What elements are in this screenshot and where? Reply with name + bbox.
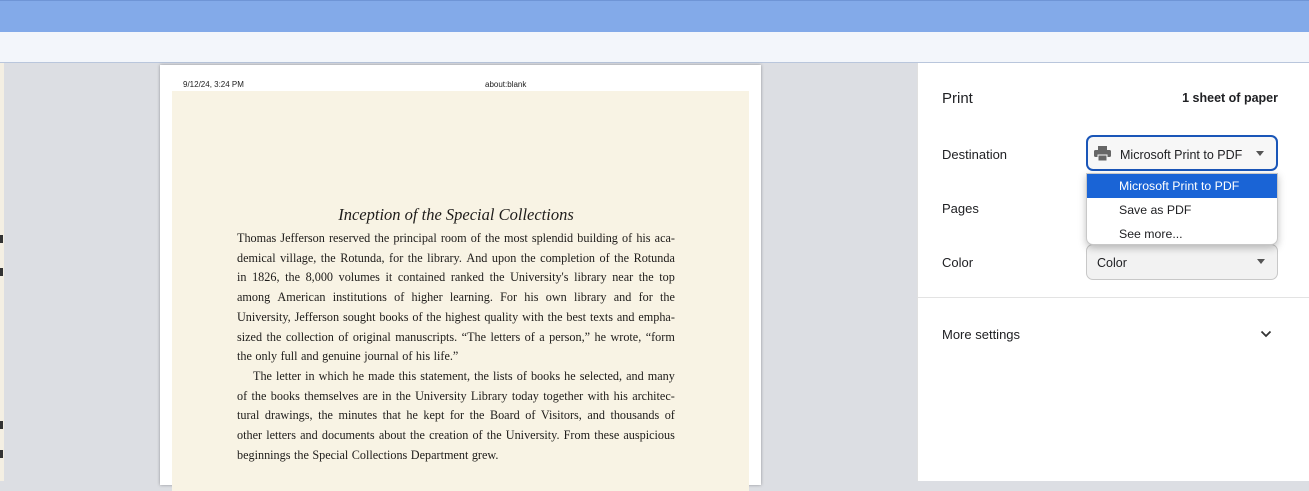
pages-label: Pages: [942, 201, 979, 216]
destination-value: Microsoft Print to PDF: [1120, 148, 1243, 162]
document-line: in 1826, the 8,000 volumes it contained ranked the University's library near the top: [237, 270, 675, 285]
sheet-count: 1 sheet of paper: [1182, 91, 1278, 105]
destination-select[interactable]: [1086, 135, 1278, 171]
document-text: [237, 205, 675, 465]
print-preview-page: [160, 65, 761, 485]
document-line: demical village, the Rotunda, for the library. And upon the completion of the Rotunda: [237, 250, 675, 265]
document-line: sized the collection of original manuscripts. “The letters of a person,” he wrote, “form: [237, 329, 675, 344]
document-line: other letters and documents about the creation of the University. From these auspicious: [237, 428, 675, 443]
divider: [918, 297, 1309, 298]
page-header-date: 9/12/24, 3:24 PM: [183, 80, 244, 89]
document-title: Inception of the Special Collections: [338, 205, 574, 224]
background-text-fragment: [0, 268, 3, 276]
print-settings-panel: [917, 63, 1309, 481]
chevron-down-icon: [1260, 330, 1272, 338]
document-line: among American institutions of higher learning. For his own library and for the: [237, 290, 675, 305]
document-line: tural drawings, the minutes that he kept for the Board of Visitors, and thousands of: [237, 408, 675, 423]
background-text-fragment: [0, 235, 3, 243]
background-text-fragment: [0, 450, 3, 458]
document-line: beginnings the Special Collections Department grew.: [237, 447, 499, 462]
menu-item-see-more[interactable]: See more...: [1119, 227, 1183, 241]
document-line: University, Jefferson sought books of the highest quality with the best texts and empha-: [237, 309, 675, 324]
destination-label: Destination: [942, 147, 1008, 162]
background-page-edge: [0, 63, 4, 481]
more-settings-toggle[interactable]: [918, 313, 1309, 357]
browser-title-bar: [0, 0, 1309, 32]
more-settings-label: More settings: [942, 327, 1021, 342]
document-line: the only full and genuine journal of his life.”: [237, 349, 459, 364]
print-title: Print: [942, 90, 973, 107]
page-header-url: about:blank: [485, 80, 527, 89]
background-text-fragment: [0, 421, 3, 429]
color-select[interactable]: [1086, 244, 1278, 280]
browser-toolbar: [0, 32, 1309, 63]
document-line: Thomas Jefferson reserved the principal room of the most splendid building of his aca-: [237, 231, 675, 245]
color-value: Color: [1097, 256, 1127, 270]
color-label: Color: [942, 255, 974, 270]
document-line: of the books themselves are in the University Library today together with his architec-: [237, 388, 675, 403]
menu-item-save-as-pdf[interactable]: Save as PDF: [1119, 203, 1192, 217]
destination-dropdown-menu: [1086, 173, 1278, 245]
chevron-down-icon: [1256, 151, 1264, 156]
printer-icon: [1094, 146, 1111, 161]
document-line: The letter in which he made this statement, the lists of books he selected, and many: [253, 368, 675, 383]
chevron-down-icon: [1257, 259, 1265, 264]
menu-item-microsoft-print-to-pdf[interactable]: Microsoft Print to PDF: [1087, 174, 1277, 198]
